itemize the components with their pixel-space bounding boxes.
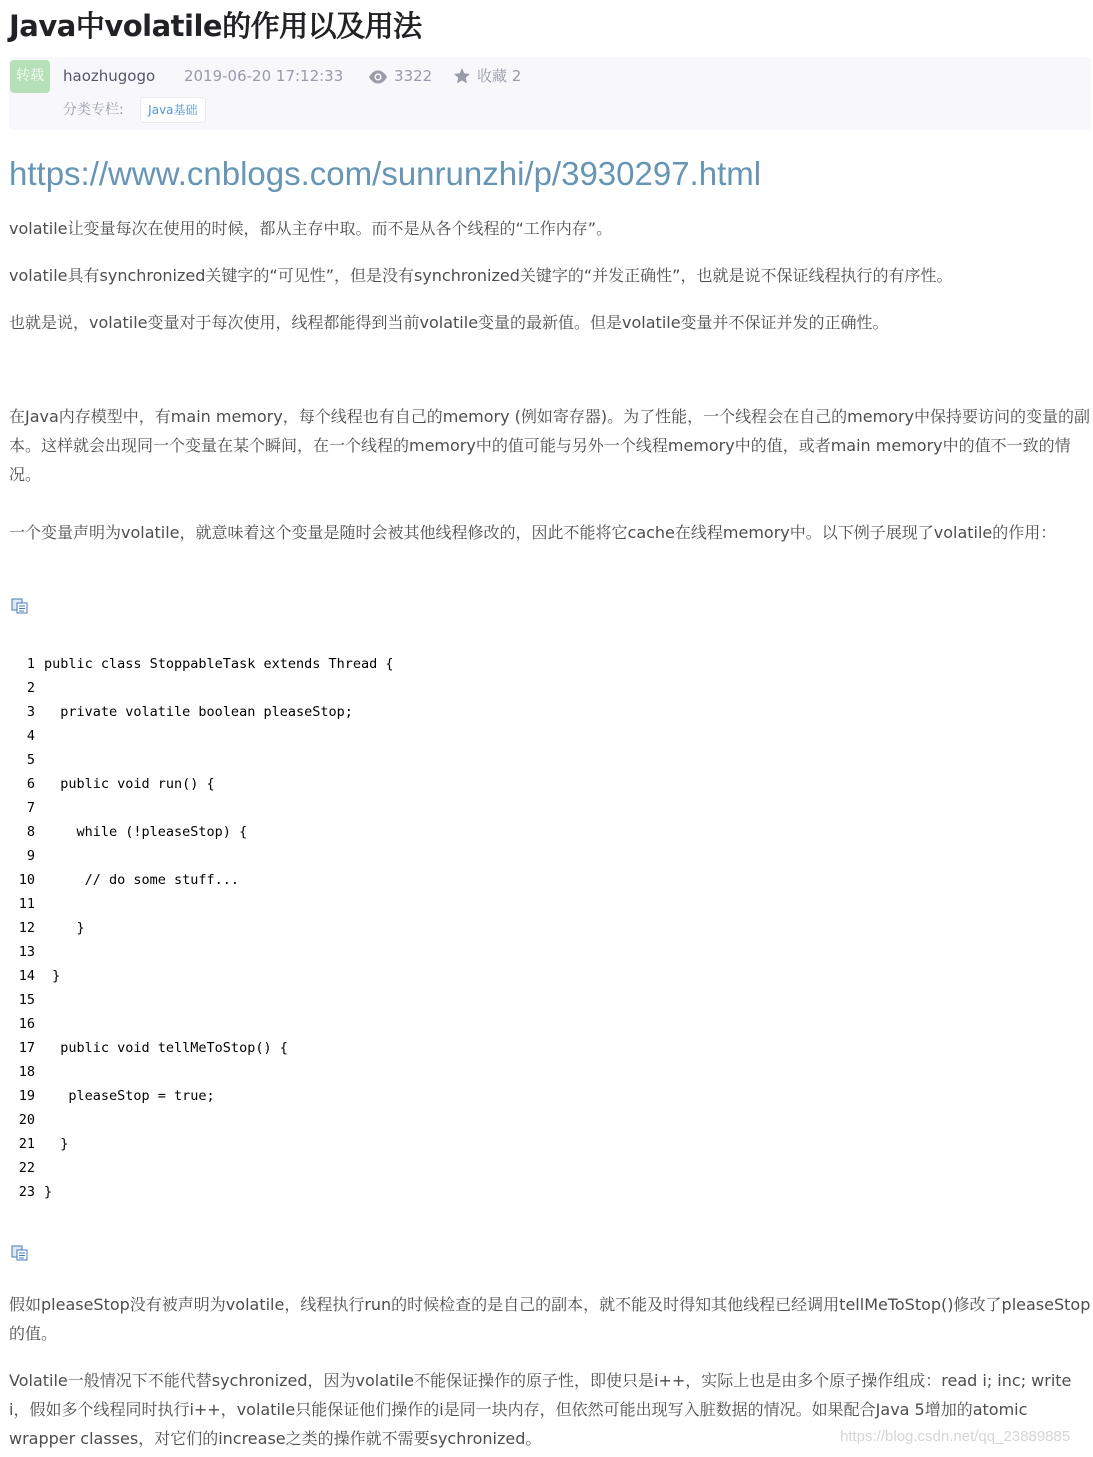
code-line: [17, 700, 537, 724]
code-text: public void tellMeToStop() {: [44, 1040, 288, 1056]
category-label: 分类专栏:: [63, 102, 124, 118]
line-number: 16: [18, 1016, 35, 1032]
line-number: 14: [18, 968, 35, 984]
code-line: [17, 724, 537, 748]
code-line: [17, 916, 537, 940]
line-number: 15: [18, 992, 35, 1008]
code-line: [17, 820, 537, 844]
line-number: 2: [26, 680, 35, 696]
code-text: }: [44, 968, 61, 984]
code-text: }: [44, 920, 85, 936]
line-number: 17: [18, 1040, 35, 1056]
paragraph-6: 假如pleaseStop没有被声明为volatile，线程执行run的时候检查的是自己的副本，就不能及时得知其他线程已经调用tellMeToStop()修改了pleaseStop的值。: [9, 1295, 1091, 1343]
author-link[interactable]: haozhugogo: [63, 67, 156, 85]
code-line: [17, 940, 537, 964]
paragraph-1: volatile让变量每次在使用的时候，都从主存中取。而不是从各个线程的“工作内存”。: [9, 219, 613, 238]
code-line: [17, 1060, 537, 1084]
publish-date: 2019-06-20 17:12:33: [183, 67, 344, 85]
line-number: 6: [26, 776, 35, 792]
code-line: [17, 868, 537, 892]
line-number: 11: [18, 896, 35, 912]
code-line: [17, 964, 537, 988]
collect-button[interactable]: [453, 65, 521, 87]
paragraph-3: 也就是说，volatile变量对于每次使用，线程都能得到当前volatile变量的最新值。但是volatile变量并不保证并发的正确性。: [9, 313, 889, 332]
line-number: 21: [18, 1136, 35, 1152]
code-text: }: [44, 1184, 53, 1200]
repost-badge: 转载: [10, 60, 50, 93]
code-line: [17, 772, 537, 796]
code-text: private volatile boolean pleaseStop;: [44, 704, 353, 720]
code-text: }: [44, 1136, 69, 1152]
copy-code-icon[interactable]: [11, 1245, 29, 1261]
code-line: [17, 796, 537, 820]
watermark: https://blog.csdn.net/qq_23889885: [840, 1428, 1071, 1445]
code-line: [17, 1180, 537, 1204]
paragraph-5: 一个变量声明为volatile，就意味着这个变量是随时会被其他线程修改的，因此不能将它cache在线程memory中。以下例子展现了volatile的作用：: [9, 523, 1057, 542]
code-line: [17, 1156, 537, 1180]
meta-row: [63, 65, 537, 87]
line-number: 20: [18, 1112, 35, 1128]
line-number: 18: [18, 1064, 35, 1080]
code-text: public class StoppableTask extends Thread {: [44, 656, 394, 672]
line-number: 19: [18, 1088, 35, 1104]
code-line: [17, 1036, 537, 1060]
line-number: 12: [18, 920, 35, 936]
code-line: [17, 676, 537, 700]
code-line: [17, 748, 537, 772]
eye-icon: [368, 69, 388, 85]
line-number: 9: [26, 848, 35, 864]
code-line: [17, 652, 537, 676]
category-row: [63, 97, 206, 123]
line-number: 13: [18, 944, 35, 960]
line-number: 22: [18, 1160, 35, 1176]
code-line: [17, 1132, 537, 1156]
category-tag[interactable]: Java基础: [140, 97, 205, 123]
code-text: while (!pleaseStop) {: [44, 824, 248, 840]
view-count: [368, 65, 432, 87]
article-title: Java中volatile的作用以及用法: [9, 9, 422, 43]
code-text: public void run() {: [44, 776, 215, 792]
line-number: 5: [26, 752, 35, 768]
code-line: [17, 988, 537, 1012]
line-number: 23: [18, 1184, 35, 1200]
article-meta: [9, 57, 1091, 130]
view-count-value: 3322: [394, 67, 433, 85]
line-number: 7: [26, 800, 35, 816]
collect-label: 收藏 2: [477, 67, 522, 85]
line-number: 8: [26, 824, 35, 840]
paragraph-4: 在Java内存模型中，有main memory，每个线程也有自己的memory (例如寄存器)。为了性能，一个线程会在自己的memory中保持要访问的变量的副本。这样就会出现同一个变量在某个瞬间，在一个线程的memory中的值可能与另外一个线程memory中的值，或者main memory中的值不一致的情况。: [9, 407, 1090, 484]
code-text: // do some stuff...: [44, 872, 240, 888]
paragraph-2: volatile具有synchronized关键字的“可见性”，但是没有synchronized关键字的“并发正确性”，也就是说不保证线程执行的有序性。: [9, 266, 953, 285]
code-text: pleaseStop = true;: [44, 1088, 215, 1104]
source-link[interactable]: https://www.cnblogs.com/sunrunzhi/p/3930297.html: [9, 155, 762, 192]
code-line: [17, 1084, 537, 1108]
star-icon: [453, 67, 471, 85]
line-number: 4: [26, 728, 35, 744]
code-line: [17, 1012, 537, 1036]
paragraph-7: Volatile一般情况下不能代替sychronized，因为volatile不能保证操作的原子性，即使只是i++，实际上也是由多个原子操作组成：read i; inc; write i，假如多个线程同时执行i++，volatile只能保证他们操作的i是同一块内存，但依然可能出现写入脏数据的情况。如果配合Java 5增加的atomic wrapper classes，对它们的increase之类的操作就不需要sychronized。: [9, 1371, 1072, 1448]
line-number: 3: [26, 704, 35, 720]
line-number: 10: [18, 872, 35, 888]
line-number: 1: [26, 656, 35, 672]
code-line: [17, 844, 537, 868]
code-line: [17, 1108, 537, 1132]
code-block: [17, 652, 537, 1204]
copy-code-icon[interactable]: [11, 598, 29, 614]
code-line: [17, 892, 537, 916]
